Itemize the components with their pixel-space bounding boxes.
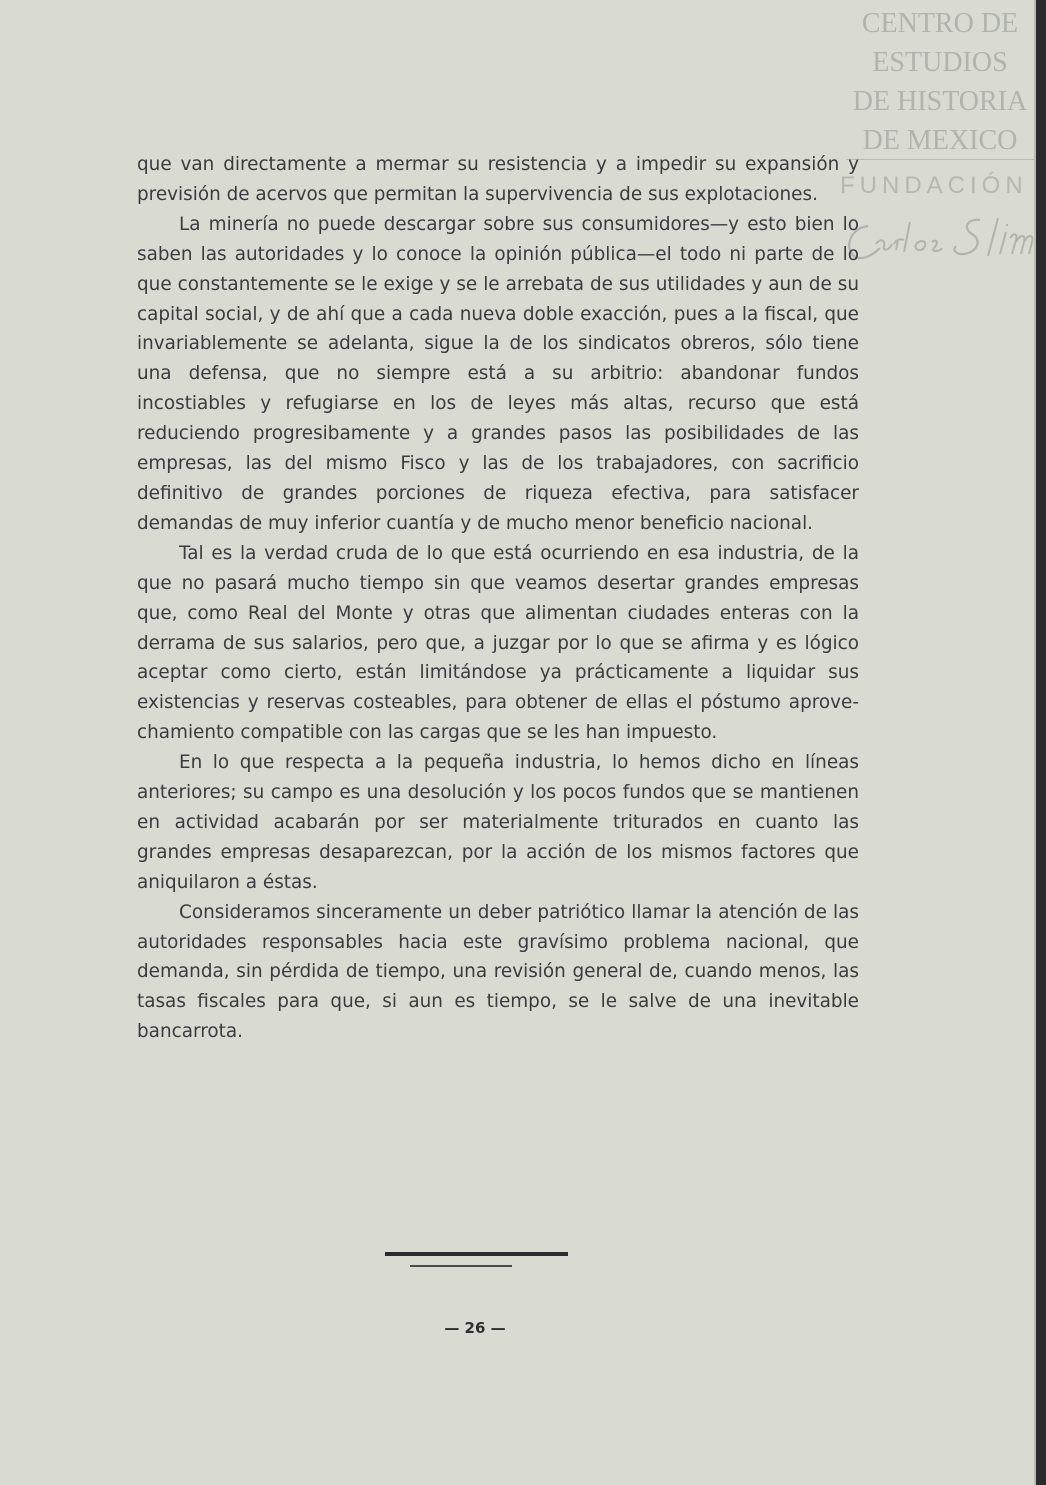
watermark-fundacion: FUNDACIÓN [840,172,1028,199]
body-text [137,150,859,1047]
page-edge-shadow [1036,0,1046,1485]
paragraph: Consideramos sinceramente un deber patriótico llamar la atención de las autoridades responsables hacia este gravísimo problema nacional, que demanda, sin pérdida de tiempo, una revisión general de, cuando menos, las tasas fiscales para que, si aun es tiempo, se le salve de una inevitable bancarrota. [137,901,859,1043]
closing-rule-thick [385,1252,568,1256]
paragraph: La minería no puede descargar sobre sus consumidores—y esto bien lo saben las autoridades y lo conoce la opinión pública—el todo ni parte de lo que constantemente se le exige y se le arrebata de sus utilidades y aun de su capital social, y de ahí que a cada nueva doble exacción, pues a la fiscal, que invariablemente se adelanta, sigue la de los sindicatos obreros, sólo tiene una defensa, que no siempre está a su arbitrio: abandonar fundos incostiables y refugiarse en los de leyes más altas, recurso que está reduciendo progresibamente y a grandes pasos las posibilidades de las empresas, las del mismo Fisco y las de los trabajadores, con sacrificio definitivo de grandes porciones de riqueza efectiva, para satisfacer demandas de muy inferior cuantía y de mucho menor beneficio nacional. [137,213,859,534]
watermark-line: ESTUDIOS [872,47,1008,78]
paragraph: Tal es la verdad cruda de lo que está ocurriendo en esa industria, de la que no pasará mucho tiempo sin que veamos desertar grandes empresas que, como Real del Monte y otras que alimentan ciudades enteras con la derrama de sus salarios, pero que, a juzgar por lo que se afirma y es lógico aceptar como cierto, están limitándose ya prácticamente a liquidar sus existencias y reservas costeables, para obtener de ellas el póstumo aprovechamiento compatible con las cargas que se les han impuesto. [137,542,859,744]
paragraph: En lo que respecta a la pequeña industria, lo hemos dicho en líneas anteriores; su campo es una desolución y los pocos fundos que se mantienen en actividad acabarán por ser materialmente triturados en cuanto las grandes empresas desaparezcan, por la acción de los mismos factores que aniquilaron a éstas. [137,752,859,893]
paragraph: que van directamente a mermar su resistencia y a impedir su expansión y previsión de acervos que permitan la supervivencia de sus explotaciones. [137,154,859,205]
watermark-centro [830,4,1046,160]
watermark-divider [846,159,1046,160]
watermark-signature-logo [840,214,1046,274]
closing-rule-thin [410,1265,512,1267]
watermark-line: DE MEXICO [862,125,1018,156]
page-number: — 26 — [444,1319,506,1337]
watermark-line: CENTRO DE [861,8,1019,39]
watermark-line: DE HISTORIA [852,86,1028,117]
